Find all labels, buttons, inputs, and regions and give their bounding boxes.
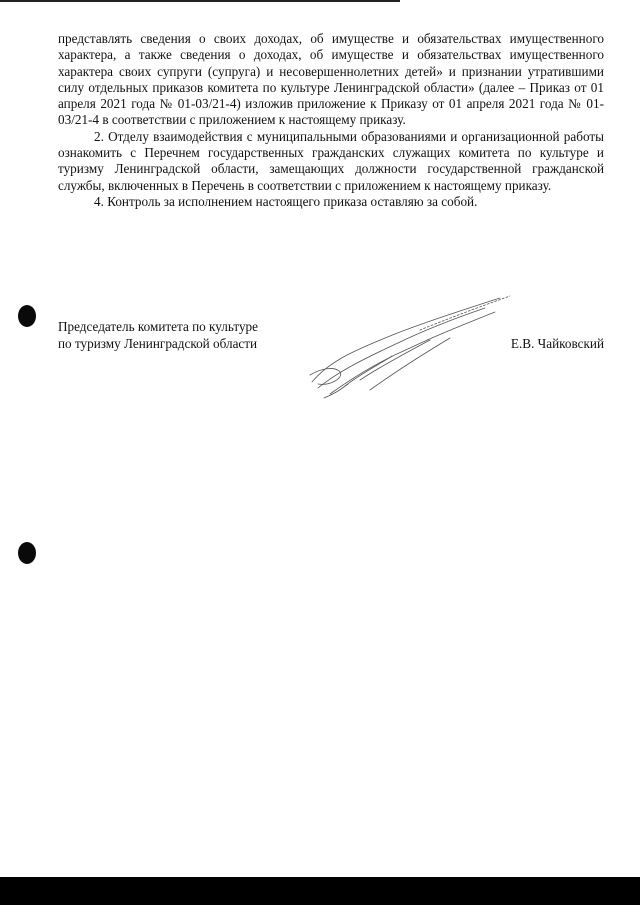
paragraph-continuation: представлять сведения о своих доходах, об имуществе и обязательствах имущественного характера, а также сведения о доходах, об имуществе и обязательствах имущественного характера своих супруги (супруга) и несовершеннолетних детей» и признании утратившими силу отдельных приказов комитета по культуре Ленинградской области» (далее – Приказ от 01 апреля 2021 года № 01-03/21-4) изложив приложение к Приказу от 01 апреля 2021 года № 01-03/21-4 в соответствии с приложением к настоящему приказу. (58, 31, 604, 128)
paragraph-item-2: 2. Отделу взаимодействия с муниципальными образованиями и организационной работы ознакомить с Перечнем государственных гражданских служащих комитета по культуре и туризму Ленинградской области, замещающих должности государственной гражданской службы, включенных в Перечень в соответствии с приложением к настоящему приказу. (58, 128, 604, 193)
binder-hole-top (18, 305, 36, 327)
signature-block (58, 318, 604, 352)
binder-hole-bottom (18, 542, 36, 564)
signatory-title-line-2: по туризму Ленинградской области (58, 336, 258, 351)
signatory-title-line-1: Председатель комитета по культуре (58, 319, 259, 334)
document-body (58, 31, 604, 210)
scan-bottom-edge (0, 877, 640, 905)
signatory-name: Е.В. Чайковский (510, 336, 604, 351)
paragraph-item-4: 4. Контроль за исполнением настоящего приказа оставляю за собой. (94, 193, 478, 209)
